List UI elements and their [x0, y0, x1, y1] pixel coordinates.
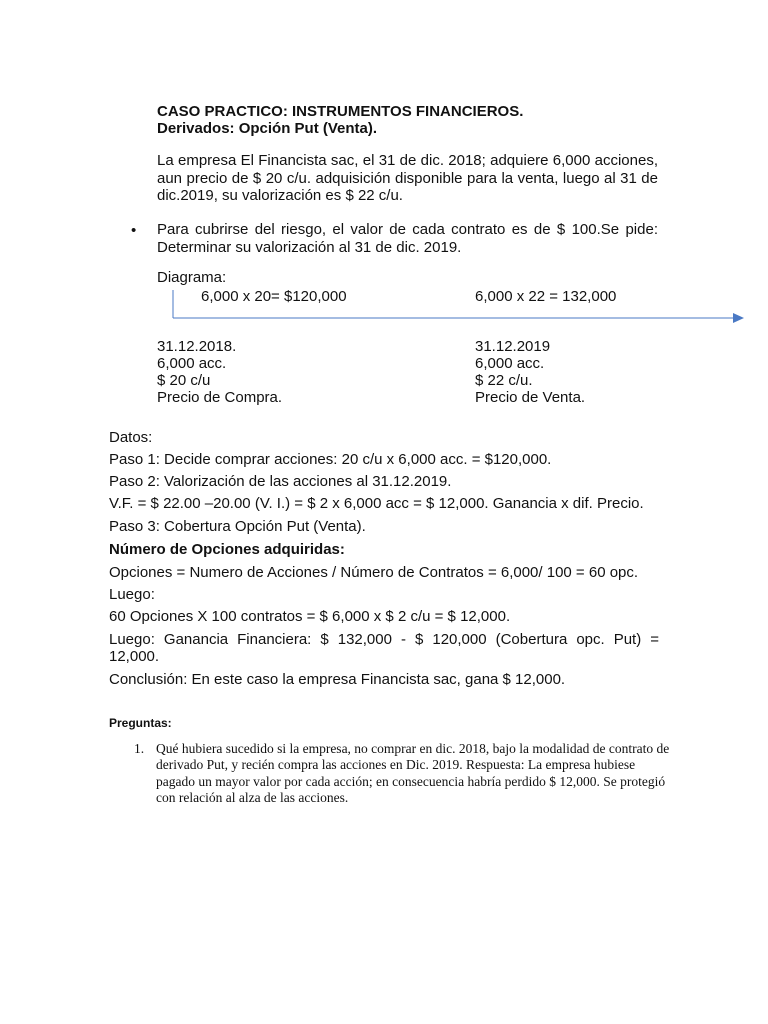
- diagram-left-formula: 6,000 x 20= $120,000: [201, 288, 347, 305]
- timeline-arrow: [150, 288, 750, 328]
- paso-3: Paso 3: Cobertura Opción Put (Venta).: [109, 518, 366, 535]
- intro-paragraph: La empresa El Financista sac, el 31 de dic. 2018; adquiere 6,000 acciones, aun precio de $ 20 c/u. adquisición disponible para la venta, luego al 31 de dic.2019, su valorización es $ 22 c/u.: [157, 152, 658, 204]
- diagram-right-block: [475, 338, 585, 406]
- pregunta-number: 1.: [134, 741, 145, 756]
- left-date: 31.12.2018.: [157, 338, 237, 355]
- valor-final: V.F. = $ 22.00 –20.00 (V. I.) = $ 2 x 6,000 acc = $ 12,000. Ganancia x dif. Precio.: [109, 495, 644, 512]
- right-price: $ 22 c/u.: [475, 372, 533, 389]
- conclusion: Conclusión: En este caso la empresa Financista sac, gana $ 12,000.: [109, 671, 566, 688]
- diagram-right-formula: 6,000 x 22 = 132,000: [475, 288, 617, 305]
- left-price: $ 20 c/u: [157, 372, 211, 389]
- diagram-left-block: [157, 338, 282, 406]
- paso-2: Paso 2: Valorización de las acciones al 31.12.2019.: [109, 473, 452, 490]
- ganancia-financiera: Luego: Ganancia Financiera: $ 132,000 - $ 120,000 (Cobertura opc. Put) = 12,000.: [109, 631, 659, 665]
- paso-1: Paso 1: Decide comprar acciones: 20 c/u x 6,000 acc. = $120,000.: [109, 451, 552, 468]
- pregunta-text: Qué hubiera sucedido si la empresa, no comprar en dic. 2018, bajo la modalidad de contrato de derivado Put, y recién compra las acciones en Dic. 2019. Respuesta: La empresa hubiese pagado un mayor valor por cada acción; en consecuencia habría perdido $ 12,000. Se protegió con relación al alza de las acciones.: [156, 741, 670, 806]
- right-quantity: 6,000 acc.: [475, 355, 545, 372]
- left-quantity: 6,000 acc.: [157, 355, 227, 372]
- bullet-paragraph: Para cubrirse del riesgo, el valor de cada contrato es de $ 100.Se pide: Determinar su valorización al 31 de dic. 2019.: [157, 221, 658, 256]
- opciones-formula: Opciones = Numero de Acciones / Número de Contratos = 6,000/ 100 = 60 opc.: [109, 564, 639, 581]
- right-caption: Precio de Venta.: [475, 389, 586, 406]
- numero-opciones-heading: Número de Opciones adquiridas:: [109, 541, 345, 558]
- bullet-icon: •: [131, 222, 137, 239]
- document-subtitle: Derivados: Opción Put (Venta).: [157, 120, 378, 137]
- arrow-head-icon: [733, 313, 744, 323]
- left-caption: Precio de Compra.: [157, 389, 283, 406]
- luego-label: Luego:: [109, 586, 155, 603]
- sesenta-opciones: 60 Opciones X 100 contratos = $ 6,000 x $ 2 c/u = $ 12,000.: [109, 608, 511, 625]
- datos-label: Datos:: [109, 429, 153, 446]
- diagram-label: Diagrama:: [157, 269, 227, 286]
- preguntas-label: Preguntas:: [109, 716, 172, 730]
- document-title: CASO PRACTICO: INSTRUMENTOS FINANCIEROS.: [157, 103, 524, 120]
- right-date: 31.12.2019: [475, 338, 551, 355]
